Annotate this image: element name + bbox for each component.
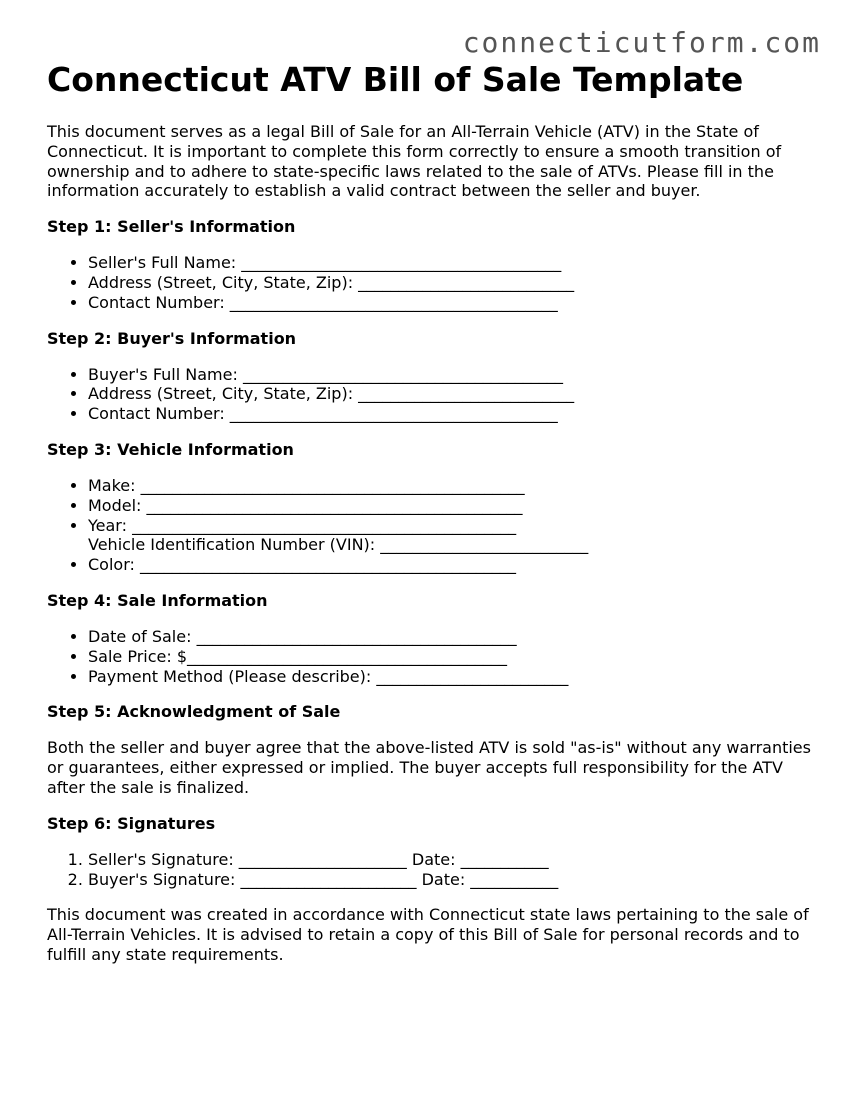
step-3-heading: Step 3: Vehicle Information: [47, 439, 294, 459]
step-5-heading: Step 5: Acknowledgment of Sale: [47, 702, 341, 722]
payment-method-field[interactable]: • Payment Method (Please describe): ________________________: [88, 667, 817, 687]
seller-signature-field[interactable]: 1. Seller's Signature: _____________________ Date: ___________: [88, 850, 817, 870]
watermark: connecticutform.com: [462, 26, 821, 59]
step-6-section: [47, 814, 817, 890]
step-3-section: [47, 440, 817, 575]
intro-paragraph: This document serves as a legal Bill of Sale for an All-Terrain Vehicle (ATV) in the State of Connecticut. It is important to complete this form correctly to ensure a smooth transition of ownership and to adhere to state-specific laws related to the sale of ATVs. Please fill in the information accurately to establish a valid contract between the seller and buyer.: [47, 122, 782, 201]
closing-paragraph: This document was created in accordance with Connecticut state laws pertaining to the sale of All-Terrain Vehicles. It is advised to retain a copy of this Bill of Sale for personal records and to fulfill any state requirements.: [47, 905, 809, 964]
document-title: Connecticut ATV Bill of Sale Template: [47, 60, 744, 99]
vehicle-color-field[interactable]: • Color: _______________________________________________: [88, 555, 817, 575]
buyer-signature-field[interactable]: 2. Buyer's Signature: ______________________ Date: ___________: [88, 870, 817, 890]
sale-info-list: [47, 627, 817, 686]
buyer-full-name-field[interactable]: • Buyer's Full Name: ________________________________________: [88, 365, 817, 385]
step-5-section: [47, 702, 817, 797]
step-1-section: [47, 217, 817, 312]
step-4-section: [47, 591, 817, 686]
vehicle-make-field[interactable]: • Make: ________________________________________________: [88, 476, 817, 496]
step-2-heading: Step 2: Buyer's Information: [47, 328, 297, 348]
buyer-address-field[interactable]: • Address (Street, City, State, Zip): ___________________________: [88, 384, 817, 404]
step-1-heading: Step 1: Seller's Information: [47, 217, 296, 237]
step-4-heading: Step 4: Sale Information: [47, 590, 268, 610]
seller-contact-field[interactable]: • Contact Number: _________________________________________: [88, 293, 817, 313]
buyer-contact-field[interactable]: • Contact Number: _________________________________________: [88, 404, 817, 424]
buyer-info-list: [47, 365, 817, 424]
vehicle-info-list: [47, 476, 817, 575]
vehicle-year-field[interactable]: • Year: ________________________________________________: [88, 516, 817, 536]
vehicle-vin-field[interactable]: Vehicle Identification Number (VIN): __________________________: [88, 535, 589, 555]
acknowledgment-paragraph: Both the seller and buyer agree that the above-listed ATV is sold "as-is" without any warranties or guarantees, either expressed or implied. The buyer accepts full responsibility for the ATV after the sale is finalized.: [47, 738, 811, 797]
sale-date-field[interactable]: • Date of Sale: ________________________________________: [88, 627, 817, 647]
seller-address-field[interactable]: • Address (Street, City, State, Zip): ___________________________: [88, 273, 817, 293]
step-2-section: [47, 329, 817, 424]
step-6-heading: Step 6: Signatures: [47, 813, 216, 833]
seller-full-name-field[interactable]: • Seller's Full Name: ________________________________________: [88, 253, 817, 273]
signatures-list: [47, 850, 817, 890]
document-body: [47, 58, 817, 965]
sale-price-field[interactable]: • Sale Price: $________________________________________: [88, 647, 817, 667]
vehicle-model-field[interactable]: • Model: _______________________________________________: [88, 496, 817, 516]
seller-info-list: [47, 253, 817, 312]
